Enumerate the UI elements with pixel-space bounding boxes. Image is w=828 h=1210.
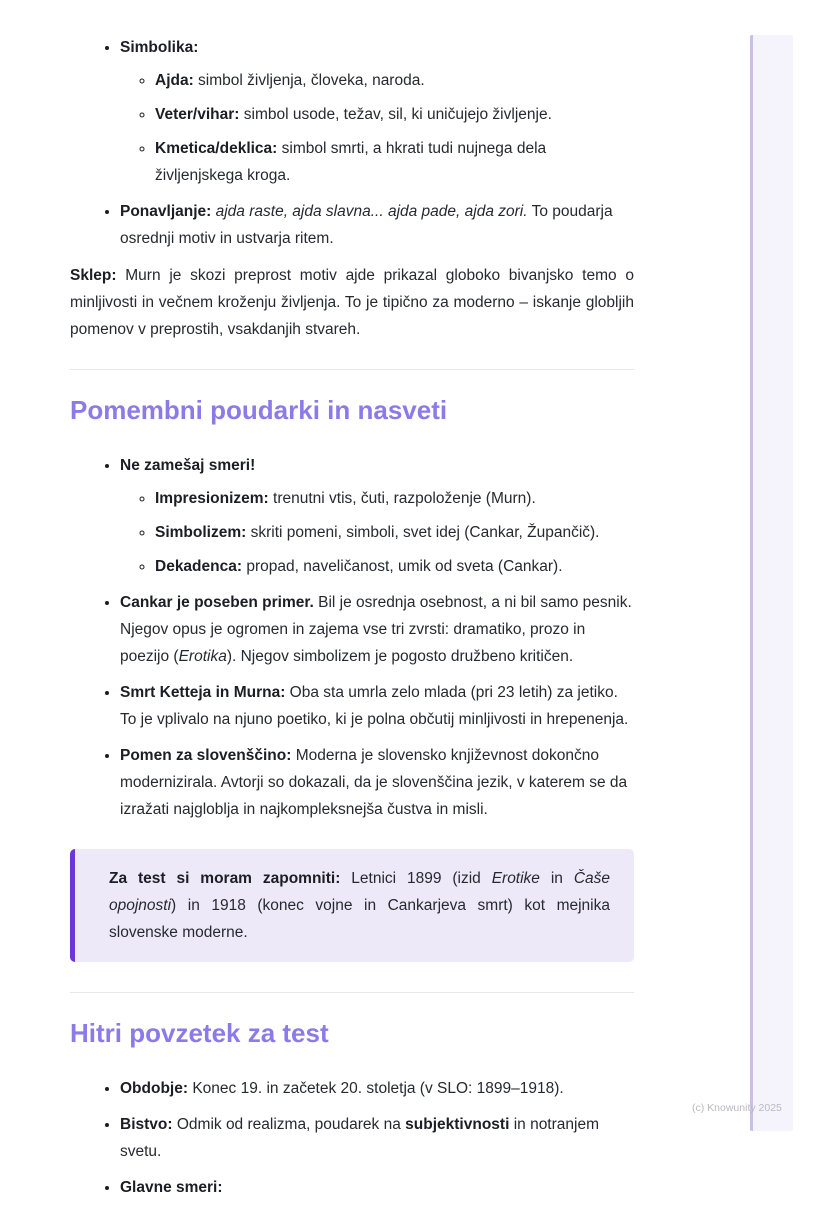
text-run: To poudarja osrednji motiv in ustvarja ritem. <box>120 203 613 247</box>
note-callout <box>70 849 634 962</box>
list-item-text <box>120 452 634 479</box>
text-run: Cankar je poseben primer. <box>120 594 314 611</box>
text-run: Glavne smeri: <box>120 1179 223 1196</box>
watermark: (c) Knowunity 2025 <box>692 1102 782 1114</box>
text-run: Smrt Ketteja in Murna: <box>120 684 286 701</box>
list-item-dekadenca <box>155 553 634 580</box>
sklep-paragraph <box>70 262 634 343</box>
list-item-kmetica <box>155 135 634 189</box>
text-run: Čaše opojnosti <box>109 870 610 914</box>
text-run: Dekadenca: <box>155 558 243 575</box>
section-divider <box>70 369 634 370</box>
symbolism-sublist <box>120 67 634 189</box>
list-item-ajda <box>155 67 634 94</box>
text-run: Simbolika: <box>120 39 199 56</box>
text-run: Moderna je slovensko književnost dokončno modernizirala. Avtorji so dokazali, da je slovenščina jezik, v katerem se da izražati najgloblja in najkompleksnejša čustva in misli. <box>120 747 628 818</box>
text-run: Erotika <box>178 648 227 665</box>
text-run: Odmik od realizma, poudarek na <box>172 1116 406 1133</box>
text-run: ). Njegov simbolizem je pogosto družbeno kritičen. <box>226 648 574 665</box>
poudarki-list <box>70 452 634 823</box>
text-run: Oba sta umrla zelo mlada (pri 23 letih) za jetiko. To je vplivalo na njuno poetiko, ki je polna občutij minljivosti in hrepenenja. <box>120 684 629 728</box>
text-run: Bil je osrednja osebnost, a ni bil samo pesnik. Njegov opus je ogromen in zajema vse tri zvrsti: dramatiko, prozo in poezijo ( <box>120 594 632 665</box>
text-run: Letnici 1899 (izid <box>340 870 492 887</box>
list-item-bistvo <box>120 1111 634 1165</box>
text-run: Ne zamešaj smeri! <box>120 457 256 474</box>
section-heading-poudarki: Pomembni poudarki in nasveti <box>70 395 448 425</box>
text-run: Kmetica/deklica: <box>155 140 278 157</box>
list-item-simbolizem <box>155 519 634 546</box>
text-run: Murn je skozi preprost motiv ajde prikazal globoko bivanjsko temo o minljivosti in večnem kroženju življenja. To je tipično za moderno – iskanje globljih pomenov v preprostih, vsakdanjih stvareh. <box>70 267 634 338</box>
text-run: in notranjem svetu. <box>120 1116 599 1160</box>
povzetek-list <box>70 1075 634 1201</box>
next-page-edge <box>750 35 793 1131</box>
list-item-veter <box>155 101 634 128</box>
text-run: Impresionizem: <box>155 490 269 507</box>
text-run: subjektivnosti <box>405 1116 510 1133</box>
text-run: ajda raste, ajda slavna... ajda pade, ajda zori. <box>211 203 528 220</box>
document-content <box>70 34 634 1210</box>
list-item-text <box>120 34 634 61</box>
list-item-glavne-smeri <box>120 1174 634 1201</box>
text-run: Erotike <box>491 870 540 887</box>
text-run: Obdobje: <box>120 1080 189 1097</box>
text-run: Za test si moram zapomniti: <box>109 870 341 887</box>
section-heading-povzetek: Hitri povzetek za test <box>70 1018 329 1048</box>
list-item-impresionizem <box>155 485 634 512</box>
text-run: Ponavljanje: <box>120 203 212 220</box>
text-run: Veter/vihar: <box>155 106 240 123</box>
text-run: Bistvo: <box>120 1116 173 1133</box>
text-run: simbol smrti, a hkrati tudi nujnega dela življenjskega kroga. <box>155 140 547 184</box>
list-item-smrt <box>120 679 634 733</box>
section-divider <box>70 992 634 993</box>
smeri-sublist <box>120 485 634 580</box>
text-run: trenutni vtis, čuti, razpoloženje (Murn). <box>268 490 536 507</box>
list-item-ponavljanje <box>120 198 634 252</box>
text-run: simbol življenja, človeka, naroda. <box>193 72 425 89</box>
text-run: ) in 1918 (konec vojne in Cankarjeva smrt) kot mejnika slovenske moderne. <box>109 897 610 941</box>
text-run: skriti pomeni, simboli, svet idej (Cankar, Župančič). <box>246 524 600 541</box>
list-item-pomen <box>120 742 634 823</box>
text-run: Simbolizem: <box>155 524 247 541</box>
text-run: propad, naveličanost, umik od sveta (Cankar). <box>242 558 563 575</box>
text-run: simbol usode, težav, sil, ki uničujejo življenje. <box>239 106 552 123</box>
symbolism-list <box>70 34 634 252</box>
text-run: Konec 19. in začetek 20. stoletja (v SLO: 1899–1918). <box>188 1080 564 1097</box>
text-run: Ajda: <box>155 72 194 89</box>
text-run: in <box>539 870 574 887</box>
text-run: Pomen za slovenščino: <box>120 747 292 764</box>
list-item-simbolika <box>120 34 634 189</box>
list-item-obdobje <box>120 1075 634 1102</box>
text-run: Sklep: <box>70 267 117 284</box>
list-item-cankar <box>120 589 634 670</box>
list-item-ne-zamesaj <box>120 452 634 580</box>
